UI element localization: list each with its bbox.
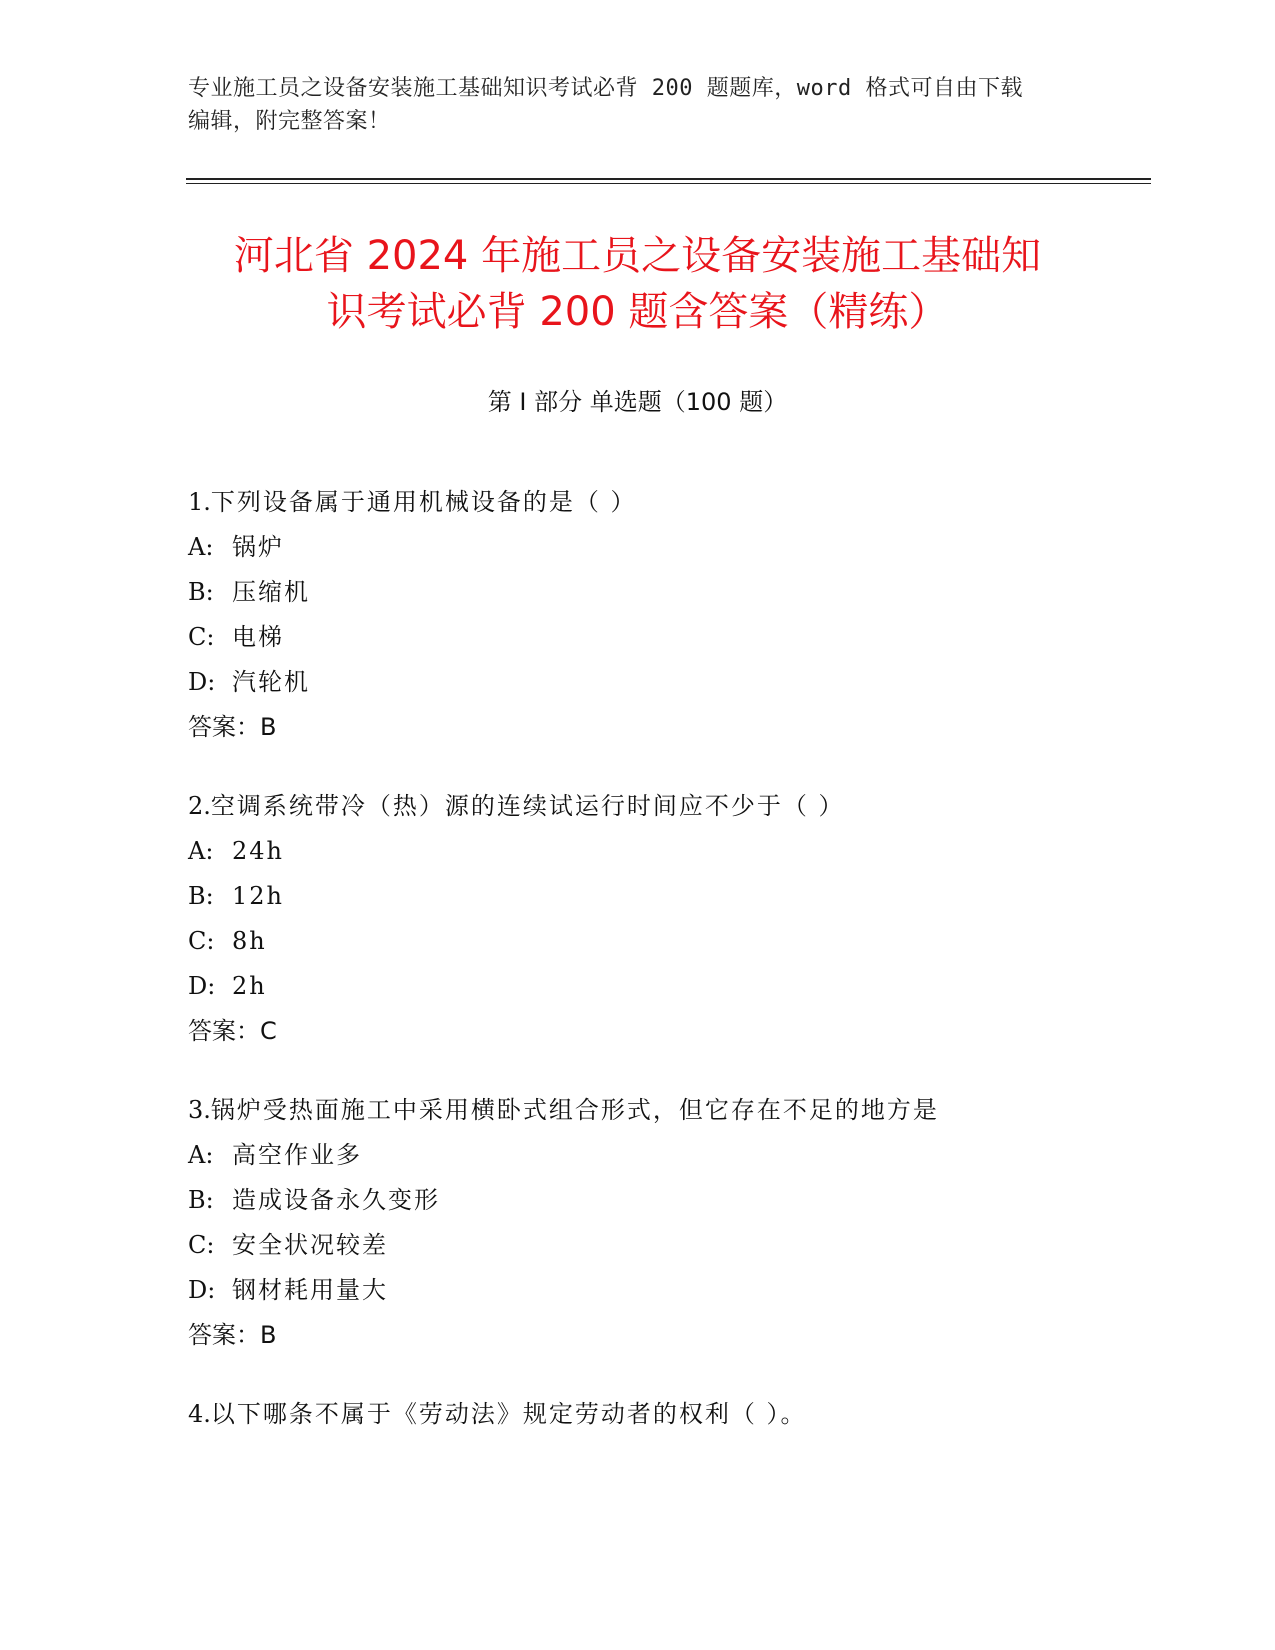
option-letter: A: [188, 1141, 214, 1169]
option-text: 造成设备永久变形 [232, 1186, 440, 1214]
header-note-line2: 编辑，附完整答案！ [188, 109, 391, 134]
option-c [188, 615, 1148, 660]
header-note [188, 72, 1088, 138]
question-stem [188, 1392, 1148, 1437]
option-d [188, 660, 1148, 705]
option-text: 12h [232, 882, 284, 910]
option-text: 安全状况较差 [232, 1231, 388, 1259]
option-letter: D: [188, 668, 216, 696]
question-list [188, 480, 1148, 1471]
option-b [188, 570, 1148, 615]
option-letter: D: [188, 1276, 216, 1304]
header-note-line1: 专业施工员之设备安装施工基础知识考试必背 200 题题库，word 格式可自由下载 [188, 76, 1023, 101]
option-letter: C: [188, 623, 215, 651]
option-a [188, 829, 1148, 874]
option-text: 压缩机 [232, 578, 310, 606]
answer-line: 答案：B [188, 1321, 277, 1349]
option-text: 2h [232, 972, 267, 1000]
answer-line: 答案：C [188, 1017, 277, 1045]
document-title [120, 228, 1155, 340]
option-text: 锅炉 [232, 533, 284, 561]
question-2 [188, 784, 1148, 1054]
question-number: 3. [188, 1096, 211, 1124]
document-title-line1: 河北省 2024 年施工员之设备安装施工基础知 [233, 233, 1042, 279]
option-letter: B: [188, 882, 214, 910]
option-text: 8h [232, 927, 267, 955]
option-text: 电梯 [232, 623, 284, 651]
question-stem [188, 480, 1148, 525]
question-3 [188, 1088, 1148, 1358]
option-d [188, 1268, 1148, 1313]
option-letter: C: [188, 1231, 215, 1259]
option-letter: D: [188, 972, 216, 1000]
question-text: 以下哪条不属于《劳动法》规定劳动者的权利（ ）。 [210, 1400, 807, 1428]
option-c [188, 919, 1148, 964]
question-stem [188, 784, 1148, 829]
question-number: 4. [188, 1400, 211, 1428]
option-b [188, 874, 1148, 919]
header-divider-thick [186, 178, 1151, 180]
option-letter: A: [188, 837, 214, 865]
question-text: 空调系统带冷（热）源的连续试运行时间应不少于（ ） [210, 792, 845, 820]
option-text: 钢材耗用量大 [232, 1276, 388, 1304]
question-stem [188, 1088, 1148, 1133]
option-a [188, 525, 1148, 570]
question-1 [188, 480, 1148, 750]
option-text: 汽轮机 [232, 668, 310, 696]
option-letter: B: [188, 578, 214, 606]
answer-line: 答案：B [188, 713, 277, 741]
question-text: 下列设备属于通用机械设备的是（ ） [210, 488, 637, 516]
option-a [188, 1133, 1148, 1178]
option-c [188, 1223, 1148, 1268]
option-letter: A: [188, 533, 214, 561]
option-letter: C: [188, 927, 215, 955]
question-number: 1. [188, 488, 211, 516]
option-letter: B: [188, 1186, 214, 1214]
question-text: 锅炉受热面施工中采用横卧式组合形式，但它存在不足的地方是 [210, 1096, 939, 1124]
option-d [188, 964, 1148, 1009]
option-text: 24h [232, 837, 284, 865]
question-4 [188, 1392, 1148, 1437]
header-divider-thin [186, 183, 1151, 184]
document-title-line2: 识考试必背 200 题含答案（精练） [326, 289, 949, 335]
question-number: 2. [188, 792, 211, 820]
section-heading: 第 I 部分 单选题（100 题） [487, 388, 788, 416]
option-text: 高空作业多 [232, 1141, 362, 1169]
option-b [188, 1178, 1148, 1223]
